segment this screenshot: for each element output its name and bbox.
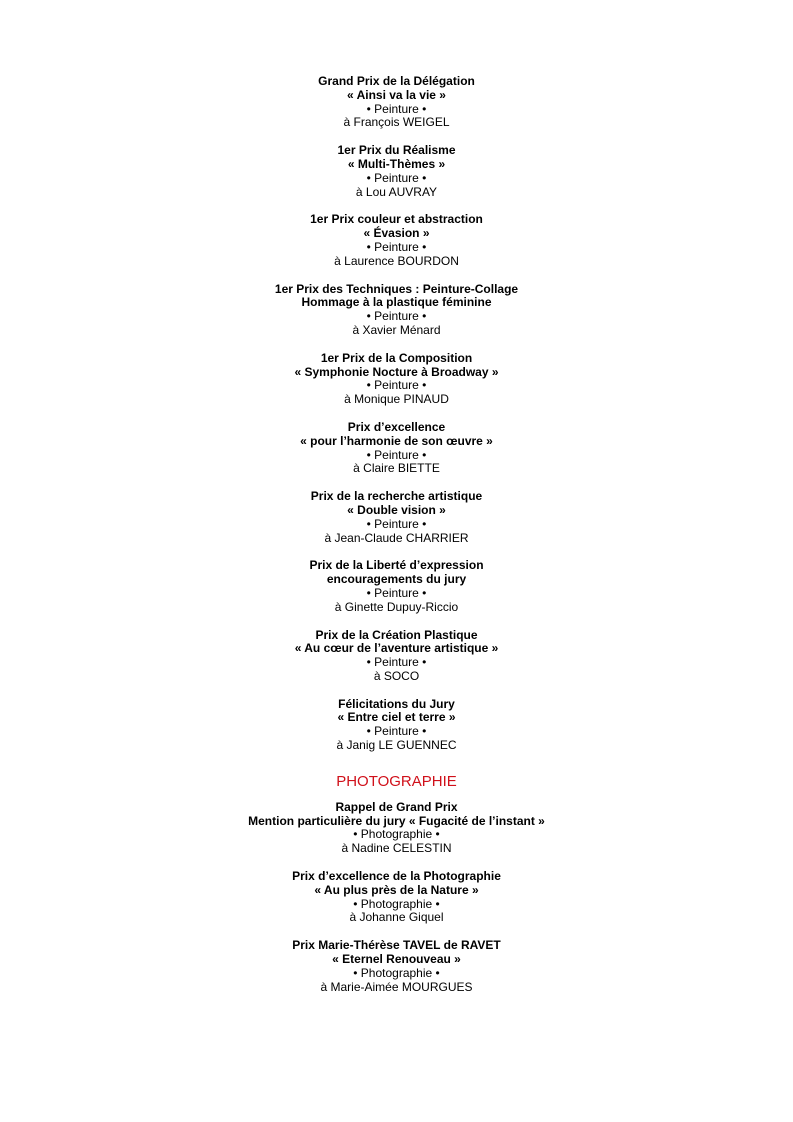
award-title: Prix de la recherche artistique — [310, 489, 483, 504]
award-category: • Peinture • — [366, 585, 427, 600]
award-category: • Peinture • — [366, 724, 427, 739]
section-heading-photographie: PHOTOGRAPHIE — [336, 772, 457, 790]
award-work-title: « Symphonie Nocture à Broadway » — [294, 364, 499, 379]
award-entry — [0, 559, 793, 614]
award-category: • Peinture • — [366, 170, 427, 185]
award-entry — [0, 629, 793, 684]
award-category: • Peinture • — [366, 378, 427, 393]
award-category: • Peinture • — [366, 309, 427, 324]
award-winner: à SOCO — [373, 668, 420, 683]
award-entry — [0, 213, 793, 268]
award-work-title: « Au plus près de la Nature » — [314, 882, 479, 897]
award-title: 1er Prix de la Composition — [320, 350, 473, 365]
award-winner: à Monique PINAUD — [344, 392, 449, 407]
award-category: • Peinture • — [366, 516, 427, 531]
award-title: Prix d’excellence — [347, 419, 446, 434]
award-title: Félicitations du Jury — [338, 696, 455, 711]
award-winner: à Nadine CELESTIN — [341, 841, 452, 856]
award-category: • Photographie • — [353, 827, 440, 842]
award-entry — [0, 801, 793, 856]
award-title: Prix de la Liberté d’expression — [309, 558, 484, 573]
award-work-title: « Au cœur de l’aventure artistique » — [294, 641, 499, 656]
award-work-title: Mention particulière du jury « Fugacité de l’instant » — [248, 813, 545, 828]
award-title: 1er Prix du Réalisme — [337, 143, 456, 158]
award-winner: à Claire BIETTE — [353, 461, 440, 476]
award-work-title: « Entre ciel et terre » — [337, 710, 456, 725]
awards-page — [0, 75, 793, 1008]
award-winner: à Marie-Aimée MOURGUES — [320, 979, 473, 994]
award-category: • Peinture • — [366, 101, 427, 116]
award-winner: à Xavier Ménard — [352, 322, 441, 337]
award-title: Prix de la Création Plastique — [315, 627, 478, 642]
award-winner: à François WEIGEL — [343, 115, 450, 130]
award-category: • Peinture • — [366, 239, 427, 254]
award-work-title: « Ainsi va la vie » — [347, 87, 446, 102]
award-category: • Photographie • — [353, 965, 440, 980]
award-winner: à Jean-Claude CHARRIER — [324, 530, 469, 545]
award-category: • Photographie • — [353, 896, 440, 911]
award-title: 1er Prix couleur et abstraction — [310, 212, 483, 227]
award-winner: à Ginette Dupuy-Riccio — [334, 599, 459, 614]
award-category: • Peinture • — [366, 447, 427, 462]
award-winner: à Laurence BOURDON — [334, 253, 459, 268]
award-work-title: « pour l’harmonie de son œuvre » — [300, 433, 493, 448]
award-work-title: « Eternel Renouveau » — [332, 952, 461, 967]
award-title: Prix Marie-Thérèse TAVEL de RAVET — [292, 938, 501, 953]
award-work-title: « Double vision » — [347, 502, 446, 517]
award-entry — [0, 144, 793, 199]
award-entry — [0, 283, 793, 338]
award-entry — [0, 421, 793, 476]
award-entry — [0, 870, 793, 925]
award-entry — [0, 939, 793, 994]
award-entry — [0, 75, 793, 130]
award-title: Rappel de Grand Prix — [335, 799, 458, 814]
award-entry — [0, 352, 793, 407]
award-category: • Peinture • — [366, 655, 427, 670]
award-work-title: « Multi-Thèmes » — [347, 156, 446, 171]
award-winner: à Janig LE GUENNEC — [336, 738, 457, 753]
award-title: Grand Prix de la Délégation — [318, 74, 475, 88]
award-winner: à Lou AUVRAY — [355, 184, 438, 199]
award-winner: à Johanne Giquel — [349, 910, 444, 925]
award-entry — [0, 490, 793, 545]
award-work-title: encouragements du jury — [326, 572, 467, 587]
award-work-title: Hommage à la plastique féminine — [301, 295, 492, 310]
award-work-title: « Évasion » — [363, 226, 430, 241]
award-entry — [0, 698, 793, 753]
award-title: Prix d’excellence de la Photographie — [292, 869, 501, 884]
award-title: 1er Prix des Techniques : Peinture-Collage — [274, 281, 519, 296]
